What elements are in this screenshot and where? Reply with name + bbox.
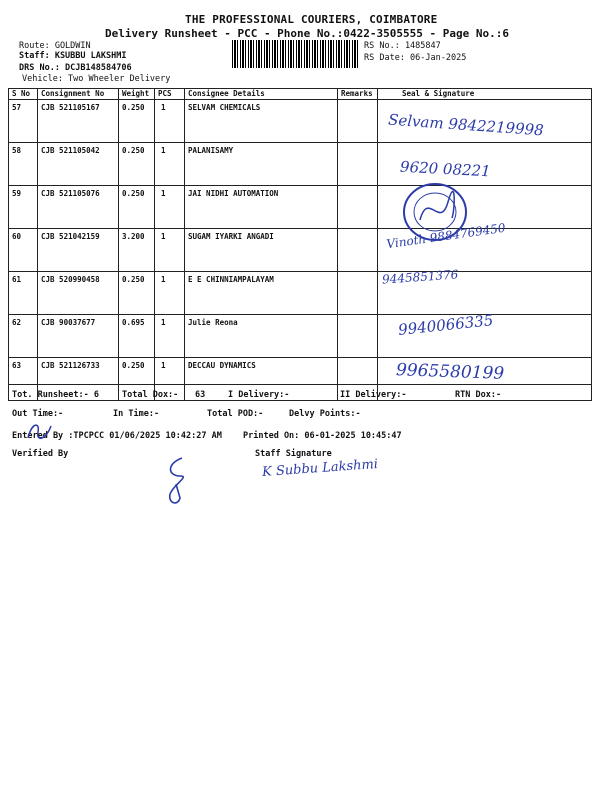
cell-remarks: [338, 315, 378, 358]
total-dox-value: 63: [195, 390, 206, 400]
cell-consignment: CJB 520990458: [38, 272, 119, 315]
total-runsheet: Tot. Runsheet:- 6: [12, 390, 99, 400]
cell-consignee: DECCAU DYNAMICS: [185, 358, 338, 401]
entered-by-initial-mark: [24, 420, 54, 442]
printed-on: Printed On: 06-01-2025 10:45:47: [243, 431, 402, 441]
signature-row-63: 9965580199: [395, 360, 505, 384]
cell-pcs: 1: [155, 100, 185, 143]
table-row: [9, 272, 592, 315]
cell-consignment: CJB 521105076: [38, 186, 119, 229]
cell-consignment: CJB 521126733: [38, 358, 119, 401]
rtn-dox: RTN Dox:-: [455, 390, 502, 400]
total-pod: Total POD:-: [207, 409, 264, 419]
cell-pcs: 1: [155, 229, 185, 272]
rs-number: RS No.: 1485847: [364, 41, 441, 51]
cell-pcs: 1: [155, 315, 185, 358]
cell-weight: 0.250: [119, 186, 155, 229]
cell-remarks: [338, 100, 378, 143]
col-sno: S No: [9, 89, 38, 100]
out-time: Out Time:-: [12, 409, 64, 419]
cell-consignee: PALANISAMY: [185, 143, 338, 186]
rs-date: RS Date: 06-Jan-2025: [364, 53, 467, 63]
cell-consignment: CJB 521105042: [38, 143, 119, 186]
cell-consignment: CJB 521042159: [38, 229, 119, 272]
total-dox-label: Total Dox:-: [122, 390, 179, 400]
cell-consignment: CJB 90037677: [38, 315, 119, 358]
table-row: [9, 143, 592, 186]
cell-consignment: CJB 521105167: [38, 100, 119, 143]
cell-sno: 57: [9, 100, 38, 143]
col-seal-signature: Seal & Signature: [378, 89, 592, 100]
cell-pcs: 1: [155, 358, 185, 401]
cell-sno: 60: [9, 229, 38, 272]
entered-by: Entered By :TPCPCC 01/06/2025 10:42:27 AM: [12, 431, 222, 441]
cell-remarks: [338, 272, 378, 315]
in-time: In Time:-: [113, 409, 160, 419]
cell-sno: 59: [9, 186, 38, 229]
col-consignee: Consignee Details: [185, 89, 338, 100]
col-remarks: Remarks: [338, 89, 378, 100]
signature-row-62: 9940066335: [397, 311, 495, 339]
cell-consignee: JAI NIDHI AUTOMATION: [185, 186, 338, 229]
route-label: Route: GOLDWIN: [19, 41, 91, 51]
cell-sno: 61: [9, 272, 38, 315]
cell-weight: 0.250: [119, 100, 155, 143]
col-pcs: PCS: [155, 89, 185, 100]
barcode: [232, 40, 358, 68]
signature-row-57: Selvam 9842219998: [387, 110, 545, 140]
drs-number: DRS No.: DCJB148584706: [19, 63, 132, 73]
verified-by-label: Verified By: [12, 449, 69, 459]
cell-remarks: [338, 229, 378, 272]
cell-sno: 62: [9, 315, 38, 358]
totals-separator: [8, 384, 592, 385]
ii-delivery: II Delivery:-: [340, 390, 407, 400]
cell-consignee: Julie Reona: [185, 315, 338, 358]
signature-row-61: 9445851376: [381, 267, 459, 287]
cell-weight: 0.250: [119, 358, 155, 401]
cell-consignee: SELVAM CHEMICALS: [185, 100, 338, 143]
staff-label: Staff: KSUBBU LAKSHMI: [19, 51, 127, 61]
vehicle-label: Vehicle: Two Wheeler Delivery: [22, 74, 171, 84]
cell-weight: 0.250: [119, 272, 155, 315]
signature-row-60: Vinoth 9884769450: [385, 220, 507, 252]
signature-row-58: 9620 08221: [399, 157, 492, 181]
delvy-points: Delvy Points:-: [289, 409, 361, 419]
staff-signature-label: Staff Signature: [255, 449, 332, 459]
cell-pcs: 1: [155, 186, 185, 229]
table-row: [9, 229, 592, 272]
cell-pcs: 1: [155, 143, 185, 186]
table-row: [9, 315, 592, 358]
cell-weight: 0.695: [119, 315, 155, 358]
cell-pcs: 1: [155, 272, 185, 315]
table-header-row: [9, 89, 592, 100]
cell-remarks: [338, 143, 378, 186]
runsheet-subtitle: Delivery Runsheet - PCC - Phone No.:0422-3505555 - Page No.:6: [105, 27, 509, 40]
cell-consignee: E E CHINNIAMPALAYAM: [185, 272, 338, 315]
cell-sno: 63: [9, 358, 38, 401]
col-weight: Weight: [119, 89, 155, 100]
cell-consignee: SUGAM IYARKI ANGADI: [185, 229, 338, 272]
staff-signature: K Subbu Lakshmi: [261, 456, 379, 481]
cell-weight: 0.250: [119, 143, 155, 186]
cell-sno: 58: [9, 143, 38, 186]
cell-weight: 3.200: [119, 229, 155, 272]
i-delivery: I Delivery:-: [228, 390, 290, 400]
cell-remarks: [338, 186, 378, 229]
verifier-signature-mark: [160, 454, 200, 510]
col-consignment: Consignment No: [38, 89, 119, 100]
company-title: THE PROFESSIONAL COURIERS, COIMBATORE: [185, 13, 438, 26]
